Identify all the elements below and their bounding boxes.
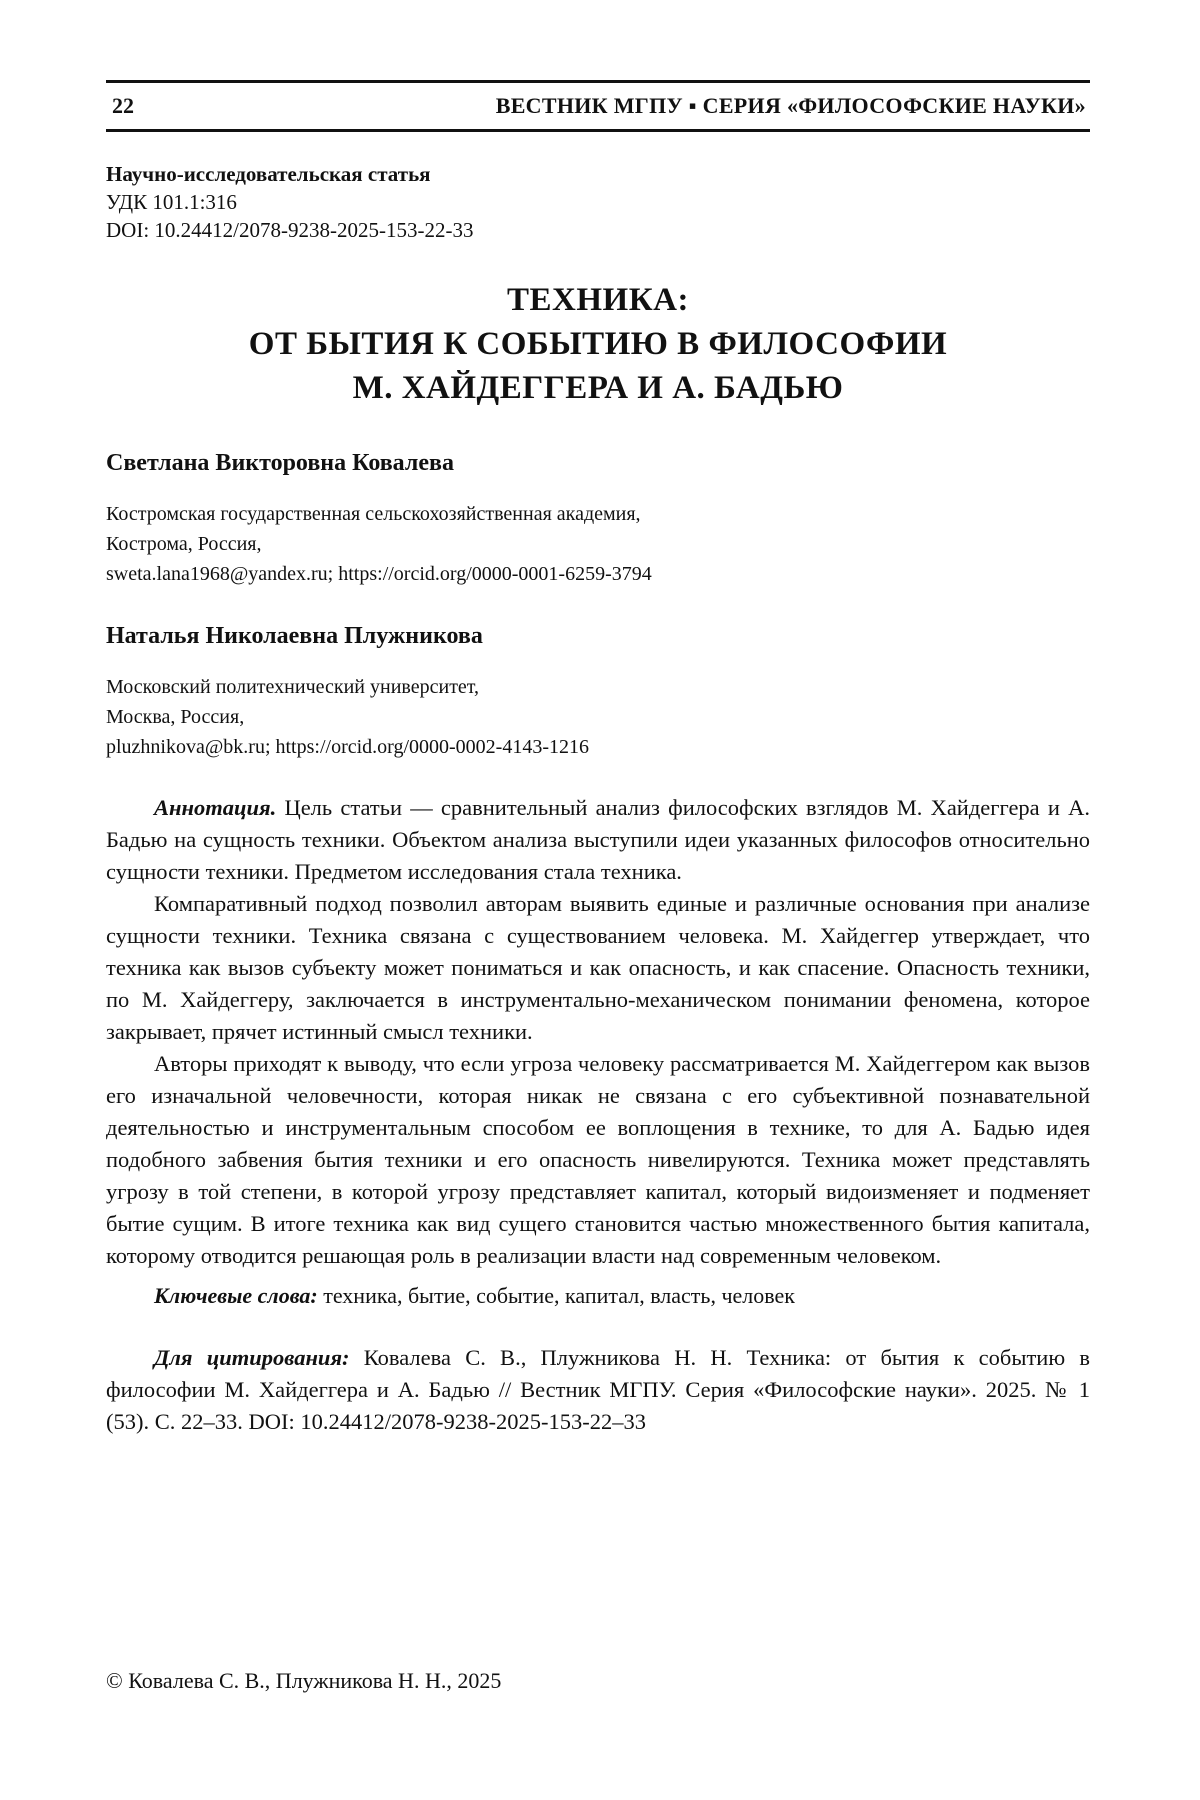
article-page	[106, 80, 1090, 1438]
author-affiliation	[106, 499, 1090, 589]
keywords-label: Ключевые слова:	[154, 1283, 318, 1308]
citation-text: Ковалева С. В., Плужникова Н. Н. Техника: от бытия к событию в философии М. Хайдеггера и А. Бадью // Вестник МГПУ. Серия «Философские науки». 2025. № 1 (53). С. 22–33. DOI: 10.24412/2078-9238-2025-153-22–33	[106, 1345, 1090, 1434]
journal-title: ВЕСТНИК МГПУ ▪ СЕРИЯ «ФИЛОСОФСКИЕ НАУКИ»	[495, 93, 1086, 118]
abstract-paragraph	[106, 792, 1090, 888]
running-header	[106, 80, 1090, 132]
affiliation-line: Костромская государственная сельскохозяйственная академия,	[106, 503, 641, 525]
keywords-text: техника, бытие, событие, капитал, власть, человек	[317, 1283, 795, 1308]
author-block-1	[106, 450, 1090, 589]
article-type: Научно-исследовательская статья	[106, 162, 431, 186]
udc-code: УДК 101.1:316	[106, 190, 237, 214]
abstract-paragraph: Компаративный подход позволил авторам выявить единые и различные основания при анализе сущности техники. Техника связана с существованием человека. М. Хайдеггер утверждает, что техника как вызов субъекту может пониматься и как опасность, и как спасение. Опасность техники, по М. Хайдеггеру, заключается в инструментально-механическом понимании феномена, которое закрывает, прячет истинный смысл техники.	[106, 891, 1090, 1044]
affiliation-contact: sweta.lana1968@yandex.ru; https://orcid.org/0000-0001-6259-3794	[106, 563, 652, 585]
copyright-notice: © Ковалева С. В., Плужникова Н. Н., 2025	[106, 1668, 502, 1693]
affiliation-line: Москва, Россия,	[106, 706, 245, 728]
affiliation-line: Московский политехнический университет,	[106, 676, 480, 698]
author-name: Светлана Викторовна Ковалева	[106, 450, 454, 476]
author-block-2	[106, 623, 1090, 762]
citation	[106, 1342, 1090, 1438]
doi: DOI: 10.24412/2078-9238-2025-153-22-33	[106, 218, 474, 242]
abstract-text: Цель статьи — сравнительный анализ философских взглядов М. Хайдеггера и А. Бадью на сущность техники. Объектом анализа выступили идеи указанных философов относительно сущности техники. Предметом исследования стала техника.	[106, 795, 1090, 884]
title-line-3: М. ХАЙДЕГГЕРА И А. БАДЬЮ	[352, 370, 844, 406]
page-number: 22	[112, 93, 134, 118]
article-title	[106, 278, 1090, 410]
article-meta	[106, 160, 1090, 244]
abstract-label: Аннотация.	[154, 795, 277, 820]
author-affiliation	[106, 672, 1090, 762]
abstract	[106, 792, 1090, 1272]
abstract-paragraph: Авторы приходят к выводу, что если угроза человеку рассматривается М. Хайдеггером как вызов его изначальной человечности, которая никак не связана с его субъективной познавательной деятельностью и инструментальным способом ее воплощения в технике, то для А. Бадью идея подобного забвения бытия техники и его опасность нивелируются. Техника может представлять угрозу в той степени, в которой угрозу представляет капитал, который видоизменяет и подменяет бытие сущим. В итоге техника как вид сущего становится частью множественного бытия капитала, которому отводится решающая роль в реализации власти над современным человеком.	[106, 1051, 1090, 1268]
title-line-1: ТЕХНИКА:	[507, 282, 689, 318]
citation-label: Для цитирования:	[154, 1345, 350, 1370]
affiliation-contact: pluzhnikova@bk.ru; https://orcid.org/0000-0002-4143-1216	[106, 736, 589, 758]
title-line-2: ОТ БЫТИЯ К СОБЫТИЮ В ФИЛОСОФИИ	[248, 326, 948, 362]
affiliation-line: Кострома, Россия,	[106, 533, 262, 555]
author-name: Наталья Николаевна Плужникова	[106, 623, 483, 649]
keywords	[106, 1280, 1090, 1312]
